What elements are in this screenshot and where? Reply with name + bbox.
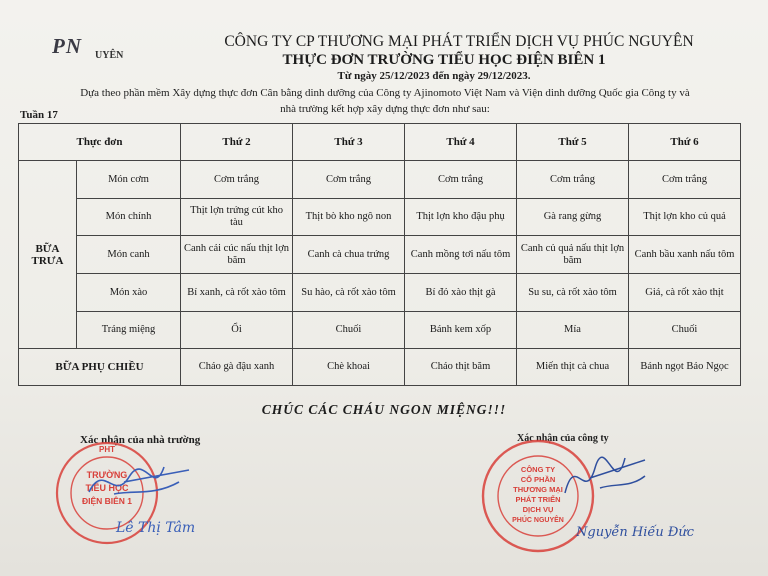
closing-wish: CHÚC CÁC CHÁU NGON MIỆNG!!! [261, 402, 507, 417]
table-row [19, 199, 741, 236]
school-signer-name: Lê Thị Tâm [116, 520, 196, 536]
menu-cell: Canh cải cúc nấu thịt lợn băm [181, 236, 293, 274]
school-seal-line: ĐIỆN BIÊN 1 [81, 496, 133, 506]
dish-type: Món xào [77, 274, 181, 312]
dish-type: Món cơm [77, 161, 181, 199]
company-name: CÔNG TY CP THƯƠNG MẠI PHÁT TRIỂN DỊCH VỤ PHÚC NGUYÊN [224, 33, 694, 50]
school-signature-icon [81, 452, 194, 512]
menu-cell: Thịt lợn kho đậu phụ [405, 199, 517, 236]
menu-cell: Cơm trắng [629, 161, 741, 199]
menu-cell: Bánh ngọt Bảo Ngọc [629, 349, 741, 386]
menu-cell: Miến thịt cà chua [517, 349, 629, 386]
intro-text [60, 85, 710, 117]
school-seal-title: PHT [99, 445, 115, 454]
menu-cell: Bí xanh, cà rốt xào tôm [181, 274, 293, 312]
menu-cell: Su su, cà rốt xào tôm [517, 274, 629, 312]
menu-cell: Cháo thịt băm [405, 349, 517, 386]
company-seal-line: PHÚC NGUYÊN [512, 517, 564, 524]
week-label: Tuần 17 [20, 109, 58, 121]
intro-line-1: Dựa theo phần mềm Xây dựng thực đơn Cân bằng dinh dưỡng của Công ty Ajinomoto Việt Nam và Viện dinh dưỡng Quốc gia Công ty và [80, 87, 690, 99]
dish-type: Món canh [77, 236, 181, 274]
menu-cell: Bí đỏ xào thịt gà [405, 274, 517, 312]
school-seal-line: TRƯỜNG [86, 470, 128, 480]
table-header-row [19, 124, 741, 161]
company-confirm-label: Xác nhận của công ty [517, 433, 609, 444]
intro-line-2: nhà trường kết hợp xây dựng thực đơn như sau: [280, 103, 490, 115]
menu-cell: Cơm trắng [293, 161, 405, 199]
menu-cell: Thịt bò kho ngô non [293, 199, 405, 236]
menu-cell: Cơm trắng [405, 161, 517, 199]
day-header: Thứ 2 [181, 124, 293, 161]
day-header: Thứ 5 [517, 124, 629, 161]
company-signature-icon [560, 448, 650, 508]
dish-type: Món chính [77, 199, 181, 236]
table-row [19, 349, 741, 386]
menu-cell: Canh cà chua trứng [293, 236, 405, 274]
menu-cell: Gà rang gừng [517, 199, 629, 236]
company-logo: PN [52, 34, 82, 58]
day-header: Thứ 6 [629, 124, 741, 161]
company-seal-line: DỊCH VỤ [522, 505, 554, 514]
menu-cell: Cơm trắng [517, 161, 629, 199]
menu-table [18, 123, 741, 386]
menu-cell: Chuối [293, 312, 405, 349]
menu-cell: Thịt lợn trứng cút kho tàu [181, 199, 293, 236]
date-range: Từ ngày 25/12/2023 đến ngày 29/12/2023. [337, 70, 531, 82]
dish-type: Tráng miệng [77, 312, 181, 349]
menu-cell: Canh mồng tơi nấu tôm [405, 236, 517, 274]
menu-title: THỰC ĐƠN TRƯỜNG TIỂU HỌC ĐIỆN BIÊN 1 [282, 52, 606, 68]
menu-cell: Canh bầu xanh nấu tôm [629, 236, 741, 274]
table-row [19, 161, 741, 199]
menu-cell: Chè khoai [293, 349, 405, 386]
menu-cell: Cơm trắng [181, 161, 293, 199]
table-row [19, 274, 741, 312]
school-seal-line: TIỂU HỌC [85, 483, 129, 493]
menu-cell: Bánh kem xốp [405, 312, 517, 349]
menu-cell: Thịt lợn kho củ quả [629, 199, 741, 236]
table-row [19, 236, 741, 274]
company-logo-sub: UYÊN [95, 50, 124, 61]
snack-label: BỮA PHỤ CHIỀU [19, 349, 181, 386]
table-row [19, 312, 741, 349]
menu-cell: Ổi [181, 312, 293, 349]
company-seal-line: CÔNG TY [520, 465, 556, 474]
day-header: Thứ 3 [293, 124, 405, 161]
day-header: Thứ 4 [405, 124, 517, 161]
menu-cell: Canh củ quả nấu thịt lợn băm [517, 236, 629, 274]
school-confirm-label: Xác nhận của nhà trường [80, 434, 201, 446]
company-seal-line: THƯƠNG MẠI [513, 485, 563, 494]
company-seal-line: CỔ PHẦN [520, 475, 556, 484]
menu-cell: Cháo gà đậu xanh [181, 349, 293, 386]
header-menu-cell: Thực đơn [19, 124, 181, 161]
menu-cell: Chuối [629, 312, 741, 349]
menu-cell: Giá, cà rốt xào thịt [629, 274, 741, 312]
menu-cell: Su hào, cà rốt xào tôm [293, 274, 405, 312]
company-seal-line: PHÁT TRIỂN [515, 495, 561, 504]
lunch-label: BỮA TRƯA [19, 161, 77, 349]
company-signer-name: Nguyễn Hiếu Đức [576, 525, 695, 540]
menu-cell: Mía [517, 312, 629, 349]
